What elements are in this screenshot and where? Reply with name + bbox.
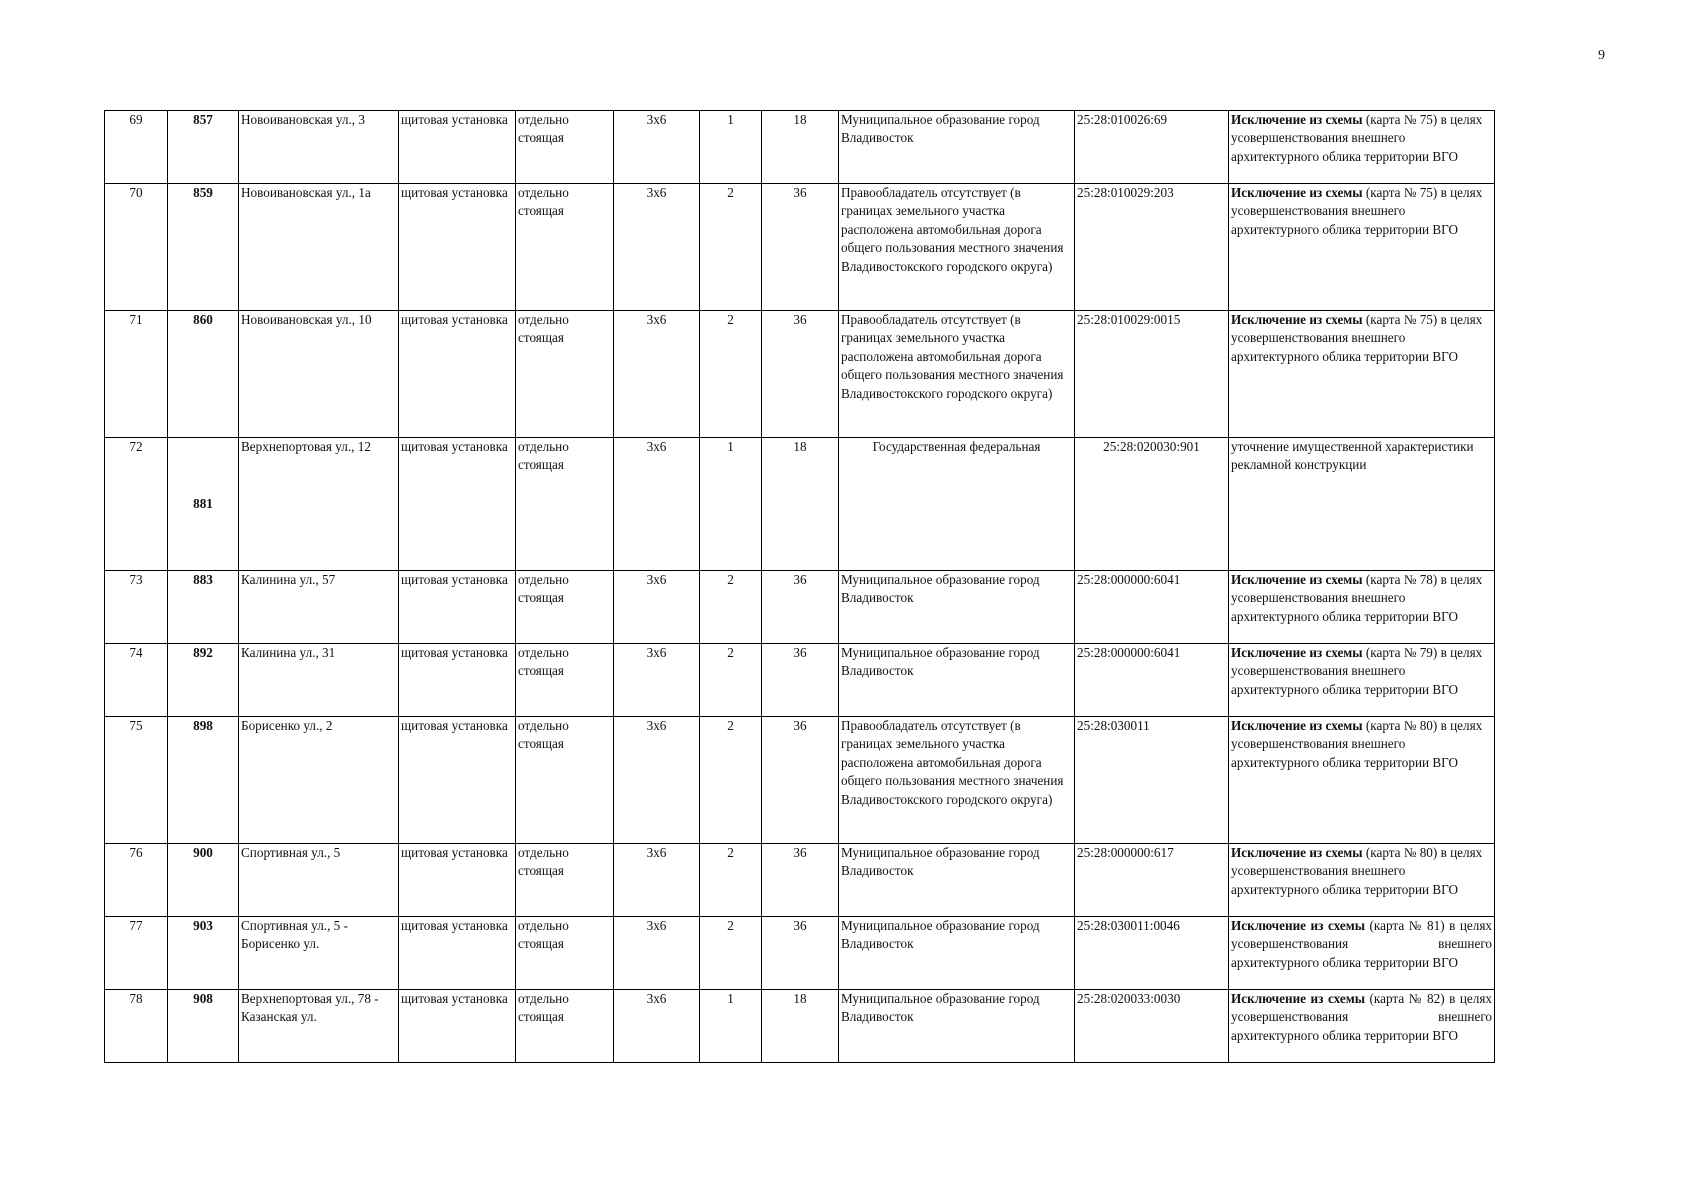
area-cell: 36: [762, 311, 839, 438]
area-cell: 36: [762, 644, 839, 717]
note-cell: [1229, 917, 1495, 990]
size-cell: 3х6: [614, 111, 700, 184]
row-number: 69: [105, 111, 168, 184]
placement-cell: отдельно стоящая: [516, 311, 614, 438]
size-cell: 3х6: [614, 917, 700, 990]
owner-cell: Муниципальное образование город Владивосток: [839, 844, 1075, 917]
address-cell: Калинина ул., 57: [239, 571, 399, 644]
row-number: 78: [105, 990, 168, 1063]
owner-cell: Муниципальное образование город Владивосток: [839, 990, 1075, 1063]
placement-cell: отдельно стоящая: [516, 438, 614, 571]
placement-cell: отдельно стоящая: [516, 917, 614, 990]
note-text: (карта № 80) в целях усовершенствования внешнего архитектурного облика территории ВГО: [1231, 718, 1483, 770]
type-cell: щитовая установка: [399, 917, 516, 990]
structure-id: 883: [168, 571, 239, 644]
owner-cell: Государственная федеральная: [839, 438, 1075, 571]
cadastral-cell: 25:28:020030:901: [1075, 438, 1229, 571]
note-bold-text: Исключение из схемы: [1231, 572, 1363, 587]
type-cell: щитовая установка: [399, 844, 516, 917]
cadastral-cell: 25:28:010029:0015: [1075, 311, 1229, 438]
note-text: (карта № 79) в целях усовершенствования внешнего архитектурного облика территории ВГО: [1231, 645, 1483, 697]
row-number: 71: [105, 311, 168, 438]
table-row: [105, 844, 1495, 917]
note-text: (карта № 82) в целях усовершенствования внешнего архитектурного облика территории ВГО: [1231, 991, 1492, 1043]
type-cell: щитовая установка: [399, 184, 516, 311]
note-text: (карта № 75) в целях усовершенствования внешнего архитектурного облика территории ВГО: [1231, 112, 1483, 164]
structure-id: 860: [168, 311, 239, 438]
area-cell: 36: [762, 844, 839, 917]
size-cell: 3х6: [614, 438, 700, 571]
note-cell: [1229, 438, 1495, 571]
structure-id: 898: [168, 717, 239, 844]
table-row: [105, 438, 1495, 571]
table-row: [105, 990, 1495, 1063]
size-cell: 3х6: [614, 311, 700, 438]
owner-cell: Муниципальное образование город Владивосток: [839, 571, 1075, 644]
address-cell: Новоивановская ул., 1а: [239, 184, 399, 311]
area-cell: 36: [762, 917, 839, 990]
size-cell: 3х6: [614, 184, 700, 311]
size-cell: 3х6: [614, 571, 700, 644]
table-row: [105, 184, 1495, 311]
note-text: (карта № 75) в целях усовершенствования внешнего архитектурного облика территории ВГО: [1231, 312, 1483, 364]
cadastral-cell: 25:28:030011: [1075, 717, 1229, 844]
row-number: 76: [105, 844, 168, 917]
note-cell: [1229, 571, 1495, 644]
size-cell: 3х6: [614, 717, 700, 844]
cadastral-cell: 25:28:010026:69: [1075, 111, 1229, 184]
address-cell: Верхнепортовая ул., 12: [239, 438, 399, 571]
owner-cell: Правообладатель отсутствует (в границах земельного участка расположена автомобильная дорога общего пользования местного значения Владивостокского городского округа): [839, 311, 1075, 438]
size-cell: 3х6: [614, 644, 700, 717]
sides-cell: 1: [700, 438, 762, 571]
area-cell: 36: [762, 717, 839, 844]
note-bold-text: Исключение из схемы: [1231, 112, 1363, 127]
note-bold-text: Исключение из схемы: [1231, 185, 1363, 200]
type-cell: щитовая установка: [399, 111, 516, 184]
owner-cell: Муниципальное образование город Владивосток: [839, 917, 1075, 990]
sides-cell: 1: [700, 990, 762, 1063]
sides-cell: 2: [700, 844, 762, 917]
row-number: 73: [105, 571, 168, 644]
structure-id: 908: [168, 990, 239, 1063]
table-row: [105, 717, 1495, 844]
structure-id: 857: [168, 111, 239, 184]
table-row: [105, 111, 1495, 184]
address-cell: Новоивановская ул., 3: [239, 111, 399, 184]
placement-cell: отдельно стоящая: [516, 184, 614, 311]
address-cell: Борисенко ул., 2: [239, 717, 399, 844]
page-number: 9: [1598, 48, 1605, 63]
note-cell: [1229, 844, 1495, 917]
note-cell: [1229, 311, 1495, 438]
sides-cell: 2: [700, 917, 762, 990]
type-cell: щитовая установка: [399, 990, 516, 1063]
size-cell: 3х6: [614, 844, 700, 917]
structure-id: 903: [168, 917, 239, 990]
area-cell: 36: [762, 184, 839, 311]
note-cell: [1229, 717, 1495, 844]
address-cell: Калинина ул., 31: [239, 644, 399, 717]
address-cell: Новоивановская ул., 10: [239, 311, 399, 438]
note-text: (карта № 80) в целях усовершенствования внешнего архитектурного облика территории ВГО: [1231, 845, 1483, 897]
sides-cell: 2: [700, 571, 762, 644]
placement-cell: отдельно стоящая: [516, 990, 614, 1063]
sides-cell: 2: [700, 311, 762, 438]
note-text: (карта № 81) в целях усовершенствования внешнего архитектурного облика территории ВГО: [1231, 918, 1492, 970]
note-cell: [1229, 111, 1495, 184]
sides-cell: 2: [700, 184, 762, 311]
row-number: 72: [105, 438, 168, 571]
note-bold-text: Исключение из схемы: [1231, 645, 1363, 660]
area-cell: 36: [762, 571, 839, 644]
type-cell: щитовая установка: [399, 311, 516, 438]
row-number: 74: [105, 644, 168, 717]
note-bold-text: Исключение из схемы: [1231, 718, 1363, 733]
owner-cell: Правообладатель отсутствует (в границах земельного участка расположена автомобильная дорога общего пользования местного значения Владивостокского городского округа): [839, 184, 1075, 311]
size-cell: 3х6: [614, 990, 700, 1063]
note-text: (карта № 78) в целях усовершенствования внешнего архитектурного облика территории ВГО: [1231, 572, 1483, 624]
cadastral-cell: 25:28:030011:0046: [1075, 917, 1229, 990]
cadastral-cell: 25:28:010029:203: [1075, 184, 1229, 311]
structure-id: 892: [168, 644, 239, 717]
note-bold-text: Исключение из схемы: [1231, 312, 1363, 327]
owner-cell: Муниципальное образование город Владивосток: [839, 111, 1075, 184]
note-bold-text: Исключение из схемы: [1231, 991, 1366, 1006]
sides-cell: 2: [700, 644, 762, 717]
cadastral-cell: 25:28:020033:0030: [1075, 990, 1229, 1063]
sides-cell: 1: [700, 111, 762, 184]
structure-id: 859: [168, 184, 239, 311]
type-cell: щитовая установка: [399, 644, 516, 717]
cadastral-cell: 25:28:000000:6041: [1075, 644, 1229, 717]
row-number: 75: [105, 717, 168, 844]
placement-cell: отдельно стоящая: [516, 844, 614, 917]
row-number: 70: [105, 184, 168, 311]
placement-cell: отдельно стоящая: [516, 571, 614, 644]
address-cell: Спортивная ул., 5: [239, 844, 399, 917]
owner-cell: Правообладатель отсутствует (в границах земельного участка расположена автомобильная дорога общего пользования местного значения Владивостокского городского округа): [839, 717, 1075, 844]
area-cell: 18: [762, 111, 839, 184]
note-text: уточнение имущественной характеристики рекламной конструкции: [1231, 439, 1474, 473]
note-bold-text: Исключение из схемы: [1231, 845, 1363, 860]
cadastral-cell: 25:28:000000:617: [1075, 844, 1229, 917]
placement-cell: отдельно стоящая: [516, 644, 614, 717]
area-cell: 18: [762, 438, 839, 571]
owner-cell: Муниципальное образование город Владивосток: [839, 644, 1075, 717]
note-cell: [1229, 644, 1495, 717]
table-row: [105, 644, 1495, 717]
structure-id: 900: [168, 844, 239, 917]
structure-id: 881: [168, 438, 239, 571]
address-cell: Спортивная ул., 5 - Борисенко ул.: [239, 917, 399, 990]
note-bold-text: Исключение из схемы: [1231, 918, 1366, 933]
placement-cell: отдельно стоящая: [516, 717, 614, 844]
address-cell: Верхнепортовая ул., 78 - Казанская ул.: [239, 990, 399, 1063]
note-text: (карта № 75) в целях усовершенствования внешнего архитектурного облика территории ВГО: [1231, 185, 1483, 237]
note-cell: [1229, 990, 1495, 1063]
table-row: [105, 311, 1495, 438]
advertising-structures-table: [104, 110, 1495, 1063]
table-row: [105, 571, 1495, 644]
note-cell: [1229, 184, 1495, 311]
type-cell: щитовая установка: [399, 717, 516, 844]
type-cell: щитовая установка: [399, 438, 516, 571]
row-number: 77: [105, 917, 168, 990]
cadastral-cell: 25:28:000000:6041: [1075, 571, 1229, 644]
area-cell: 18: [762, 990, 839, 1063]
placement-cell: отдельно стоящая: [516, 111, 614, 184]
type-cell: щитовая установка: [399, 571, 516, 644]
table-row: [105, 917, 1495, 990]
sides-cell: 2: [700, 717, 762, 844]
